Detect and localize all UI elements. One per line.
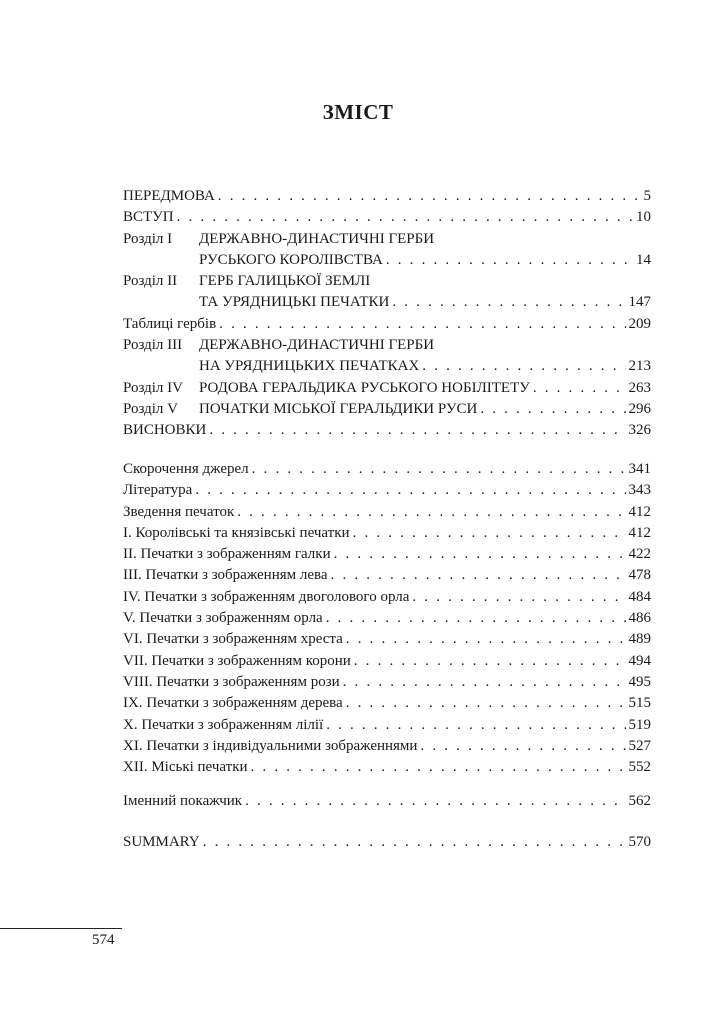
toc-page-number: 519 [628,716,651,733]
dot-leader [480,399,625,420]
toc-entry-seals-6[interactable] [123,629,651,650]
page-title: ЗМІСТ [322,100,394,124]
toc-page-number: 489 [628,631,651,648]
dot-leader [386,250,633,271]
toc-entry-title: SUMMARY [123,834,200,850]
toc-entry-chapter-2[interactable] [123,271,651,292]
dot-leader [251,757,626,778]
chapter-label: Розділ IV [123,379,183,396]
toc-entry-chapter-4[interactable] [123,378,651,399]
toc-entry-title: ВСТУП [123,209,174,226]
toc-entry-title: РОДОВА ГЕРАЛЬДИКА РУСЬКОГО НОБІЛІТЕТУ [199,379,530,396]
toc-entry-seals-3[interactable] [123,565,651,586]
toc-entry-title: VII. Печатки з зображенням корони [123,652,351,669]
toc-page-number: 263 [628,379,651,396]
dot-leader [353,523,626,544]
toc-page-number: 515 [628,695,651,712]
toc-entry-title: VIII. Печатки з зображенням рози [123,673,340,690]
toc-page-number: 10 [636,209,651,226]
toc-page-number: 484 [628,588,651,605]
toc-page-number: 5 [643,188,651,204]
dot-leader [354,651,626,672]
toc-entry-chapter-3-cont[interactable] [123,356,651,377]
toc-entry-title: Скорочення джерел [123,461,249,477]
dot-leader [392,292,625,313]
chapter-label: Розділ II [123,273,178,290]
toc-entry-seals-2[interactable] [123,544,651,565]
chapter-label: Розділ V [123,400,178,417]
toc-entry-title: ТА УРЯДНИЦЬКІ ПЕЧАТКИ [199,294,390,311]
dot-leader [412,587,625,608]
toc-entry-title: ВИСНОВКИ [123,422,207,439]
toc-entry-title: X. Печатки з зображенням лілії [123,716,324,733]
toc-entry-title: ПЕРЕДМОВА [123,188,215,204]
toc-appendix-section [123,459,651,778]
toc-page-number: 486 [628,610,651,627]
dot-leader [218,186,641,207]
toc-entry-title: I. Королівські та князівські печатки [123,524,350,541]
toc-entry-title: IV. Печатки з зображенням двоголового орла [123,588,410,605]
dot-leader [195,480,625,501]
toc-entry-title: ГЕРБ ГАЛИЦЬКОЇ ЗЕМЛІ [199,273,371,290]
toc-entry-seals-summary[interactable] [123,502,651,523]
toc-entry-title: Література [123,482,193,499]
dot-leader [245,791,625,812]
toc-page-number: 14 [636,251,651,268]
toc-page-number: 209 [628,315,651,332]
toc-entry-title: РУСЬКОГО КОРОЛІВСТВА [199,251,383,268]
toc-page-number: 552 [628,759,651,776]
toc-entry-chapter-5[interactable] [123,399,651,420]
toc-entry-title: ДЕРЖАВНО-ДИНАСТИЧНІ ГЕРБИ [199,230,435,247]
toc-entry-title: XI. Печатки з індивідуальними зображеннями [123,737,418,754]
toc-page-number: 296 [628,400,651,417]
toc-page-number: 494 [628,652,651,669]
toc-entry-seals-8[interactable] [123,672,651,693]
toc-entry-title: V. Печатки з зображенням орла [123,610,323,627]
toc-page-number: 527 [628,737,651,754]
toc-entry-seals-4[interactable] [123,587,651,608]
toc-entry-chapter-2-cont[interactable] [123,292,651,313]
toc-entry-title: VI. Печатки з зображенням хреста [123,631,343,648]
toc-entry-seals-1[interactable] [123,523,651,544]
dot-leader [203,832,626,853]
footer-rule [0,928,122,929]
toc-entry-seals-5[interactable] [123,608,651,629]
dot-leader [533,378,626,399]
toc-page-number: 341 [628,461,651,477]
toc-entry-title: XII. Міські печатки [123,759,248,776]
toc-entry-abbreviations[interactable] [123,459,651,480]
chapter-label: Розділ III [123,337,183,354]
dot-leader [331,565,626,586]
toc-page-number: 570 [628,834,651,850]
toc-entry-chapter-1-cont[interactable] [123,250,651,271]
page-number: 574 [92,932,115,948]
toc-entry-title: III. Печатки з зображенням лева [123,567,328,584]
dot-leader [420,736,625,757]
toc-entry-title: IX. Печатки з зображенням дерева [123,695,343,712]
dot-leader [326,608,626,629]
toc-entry-title: Іменний покажчик [123,793,243,809]
toc-page-number: 422 [628,546,651,563]
toc-page-number: 478 [628,567,651,584]
toc-page-number: 213 [628,358,651,375]
toc-entry-title: ПОЧАТКИ МІСЬКОЇ ГЕРАЛЬДИКИ РУСИ [199,400,478,417]
toc-page-number: 326 [628,422,651,439]
toc-entry-conclusions[interactable] [123,420,651,441]
toc-entry-title: ДЕРЖАВНО-ДИНАСТИЧНІ ГЕРБИ [199,337,435,354]
toc-entry-seals-12[interactable] [123,757,651,778]
toc-main-section [123,186,651,442]
dot-leader [334,544,626,565]
toc-index-section [123,791,651,812]
toc-page-number: 343 [628,482,651,499]
toc-entry-title: Зведення печаток [123,503,235,520]
toc-entry-introduction[interactable] [123,207,651,228]
dot-leader [219,314,625,335]
toc-summary-section [123,832,651,853]
dot-leader [343,672,626,693]
dot-leader [209,420,625,441]
toc-page-number: 412 [628,503,651,520]
dot-leader [252,459,626,480]
toc-entry-chapter-3[interactable] [123,335,651,356]
toc-entry-seals-11[interactable] [123,736,651,757]
dot-leader [177,207,633,228]
toc-entry-literature[interactable] [123,480,651,501]
toc-entry-seals-10[interactable] [123,715,651,736]
toc-page-number: 147 [628,294,651,311]
dot-leader [326,715,625,736]
toc-entry-tables[interactable] [123,314,651,335]
toc-entry-summary[interactable] [123,832,651,853]
toc-entry-title: НА УРЯДНИЦЬКИХ ПЕЧАТКАХ [199,358,420,375]
toc-entry-title: II. Печатки з зображенням галки [123,546,331,563]
toc-page-number: 412 [628,524,651,541]
dot-leader [237,502,625,523]
toc-entry-title: Таблиці гербів [123,315,217,332]
toc-entry-chapter-1[interactable] [123,229,651,250]
toc-entry-preface[interactable] [123,186,651,207]
toc-entry-seals-9[interactable] [123,693,651,714]
dot-leader [346,629,626,650]
dot-leader [422,356,625,377]
chapter-label: Розділ I [123,230,173,247]
toc-entry-seals-7[interactable] [123,651,651,672]
toc-entry-name-index[interactable] [123,791,651,812]
toc-page-number: 495 [628,673,651,690]
toc-page-number: 562 [628,793,651,809]
dot-leader [346,693,626,714]
